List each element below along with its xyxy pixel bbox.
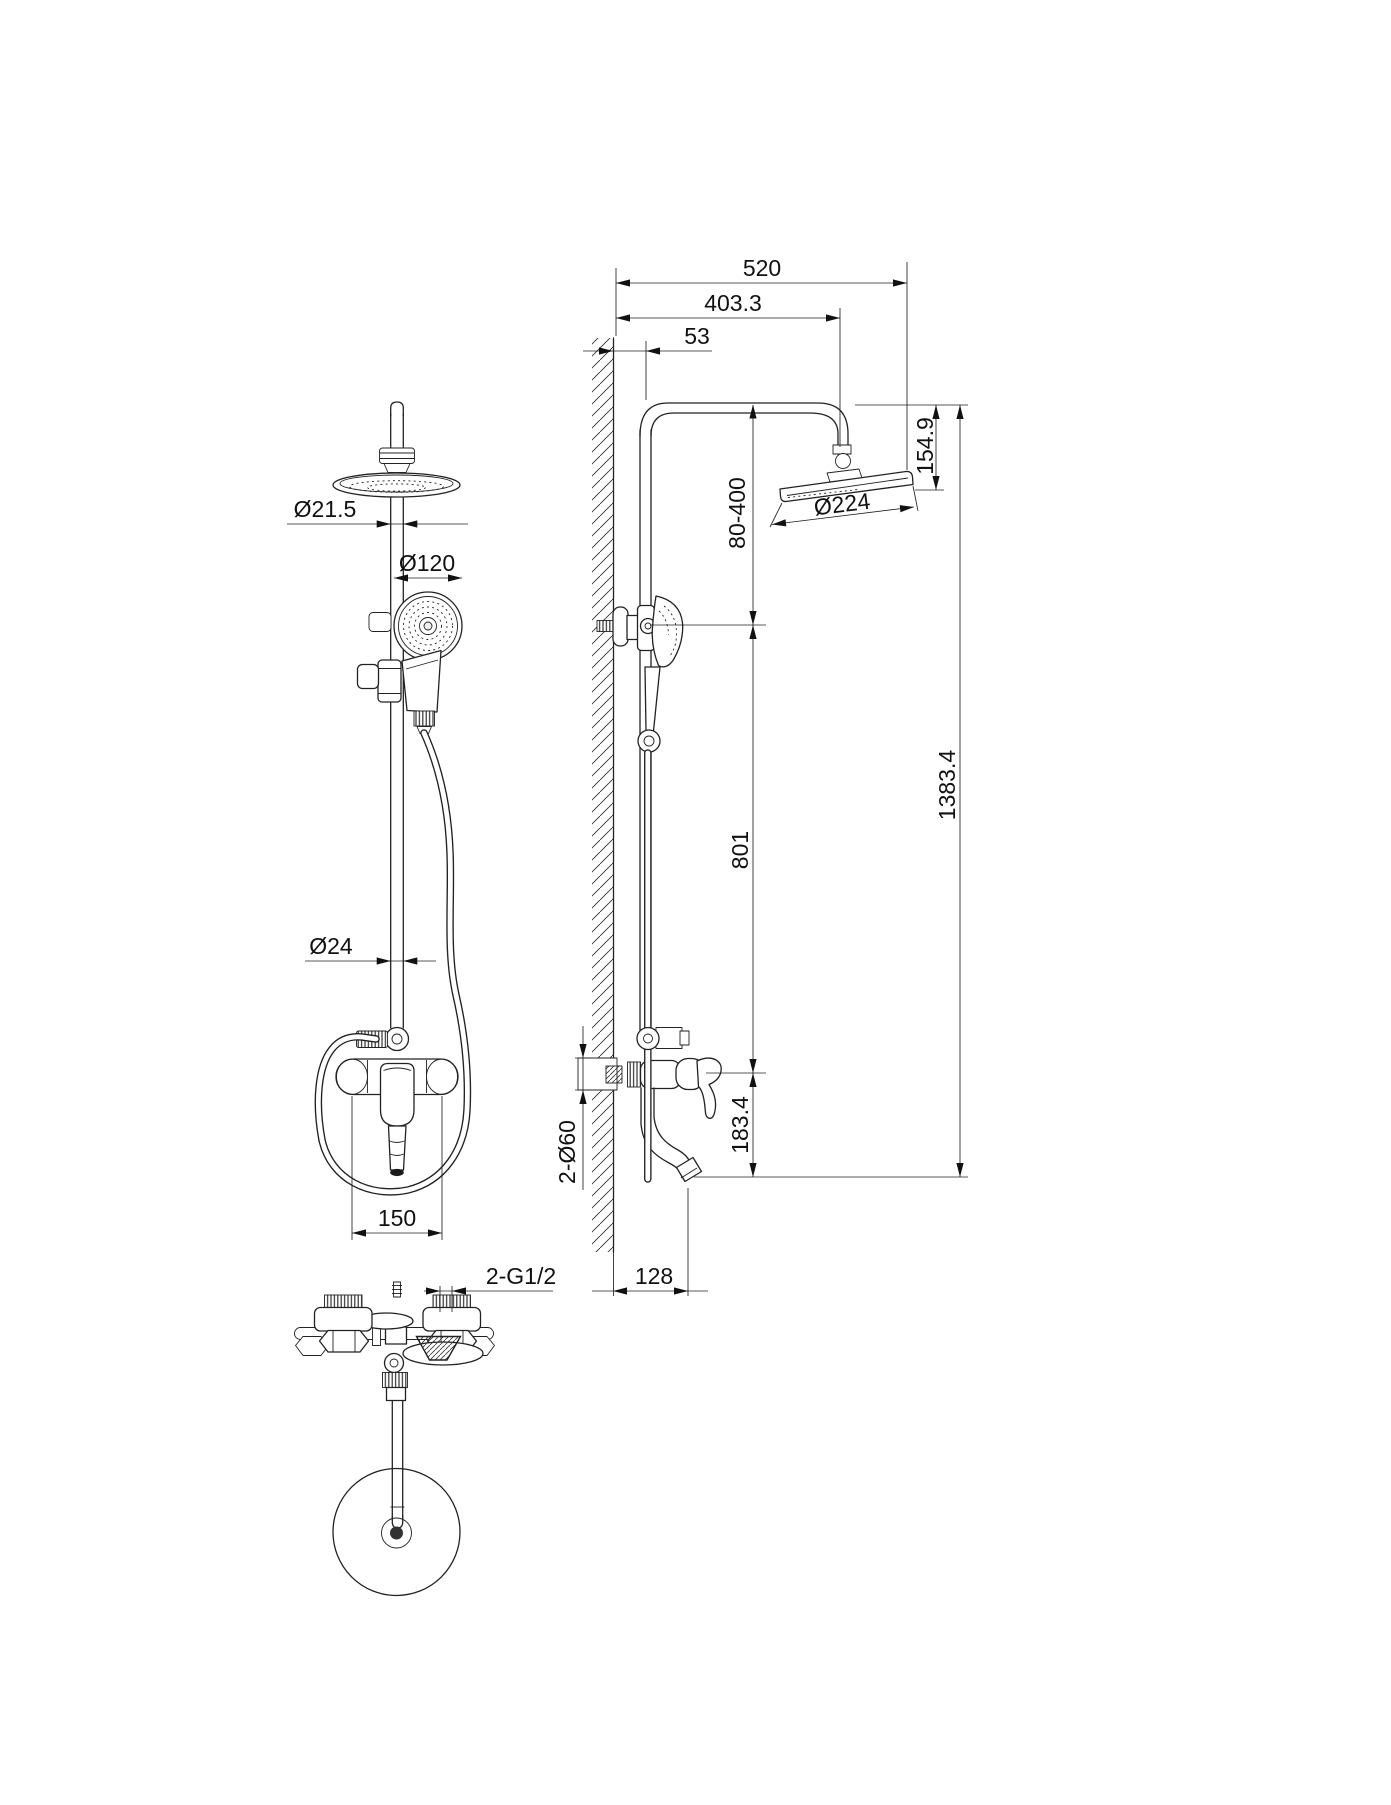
dim-text-80-400: 80-400 (724, 477, 751, 549)
pipe-coupling (380, 448, 415, 473)
dim-text-154-9: 154.9 (912, 417, 939, 475)
overhead-shower-top (333, 1469, 460, 1596)
dim-rail-length (706, 625, 766, 1073)
rail-clamp (378, 660, 401, 702)
overhead-shower-front (333, 473, 460, 497)
shower-arm-top (391, 1401, 405, 1529)
spout-outlet (390, 1169, 404, 1176)
dim-hand-shower-diameter (394, 550, 462, 582)
hose-nut (414, 711, 435, 726)
mixer-front (336, 1028, 458, 1177)
dim-text-21-5: Ø21.5 (293, 496, 357, 522)
mixer-handle-front (381, 1064, 415, 1127)
dim-riser-diameter (305, 933, 436, 965)
top-view (295, 1282, 495, 1596)
hand-shower-handle-side (645, 667, 660, 731)
dim-text-150: 150 (377, 1205, 417, 1231)
fixing-stud (392, 1282, 402, 1297)
bracket-knob (358, 665, 379, 689)
rail-knob (369, 613, 391, 632)
hose-ball-side (638, 730, 660, 752)
handle-knob-left (315, 1295, 373, 1352)
mixer-lever-side (697, 1058, 721, 1118)
head-ball-joint (836, 454, 851, 469)
dim-text-53: 53 (684, 323, 710, 349)
wall-hatch (592, 338, 614, 1252)
dim-text-24: Ø24 (309, 933, 353, 959)
dim-overall-height (934, 405, 964, 1177)
dim-text-520: 520 (742, 255, 782, 281)
dim-text-183-4: 183.4 (727, 1096, 754, 1154)
dim-text-224: Ø224 (812, 487, 872, 521)
dim-top-pipe-diameter (287, 496, 468, 528)
dim-height-adjustment (650, 405, 766, 626)
dim-text-128: 128 (634, 1263, 674, 1289)
ball-joint (386, 1028, 409, 1051)
dim-text-2-60: 2-Ø60 (554, 1120, 581, 1184)
dim-arm-reach (616, 290, 840, 447)
hand-shower-holder-front (358, 651, 442, 734)
dim-text-801: 801 (727, 830, 754, 870)
hand-shower-profile (652, 596, 682, 667)
dim-mixer-to-spout (694, 1073, 968, 1177)
dim-overall-width (616, 255, 907, 470)
dim-text-2-g12: 2-G1/2 (485, 1263, 557, 1289)
wall-cut-section (606, 1066, 622, 1083)
arm-joint-top (390, 1527, 403, 1540)
union-nut (628, 1062, 641, 1087)
diverter-block (656, 1028, 682, 1049)
dim-text-120: Ø120 (398, 550, 456, 576)
riser-elbow (637, 1028, 659, 1050)
mixer-spout-front (389, 1126, 407, 1170)
bracket-screw (597, 621, 613, 632)
spout-outlet-side (677, 1158, 702, 1182)
dim-text-1383-4: 1383.4 (934, 749, 961, 821)
wall-section (592, 338, 614, 1252)
holder-cone (402, 651, 441, 713)
hand-shower-front (394, 592, 462, 660)
riser-ball-top (385, 1354, 404, 1373)
slide-bracket-front (369, 613, 391, 632)
dim-text-403-3: 403.3 (704, 290, 762, 316)
